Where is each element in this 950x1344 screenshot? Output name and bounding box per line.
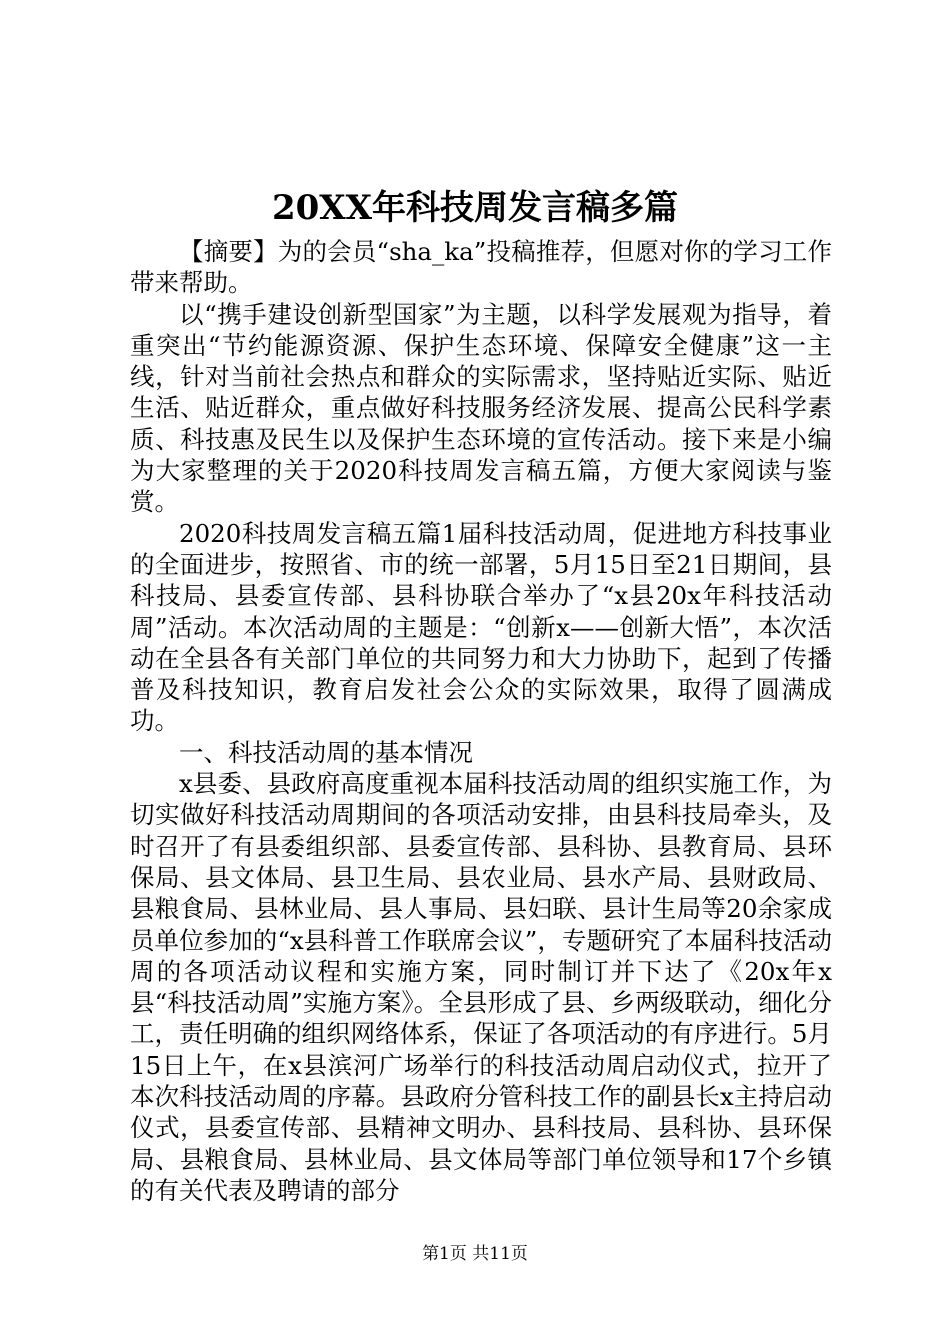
section-heading: 一、科技活动周的基本情况 bbox=[179, 737, 473, 767]
paragraph-abstract: 【摘要】为的会员“sha_ka”投稿推荐，但愿对你的学习工作带来帮助。 bbox=[130, 237, 832, 298]
paragraph-overview: 2020科技周发言稿五篇1届科技活动周，促进地方科技事业的全面进步，按照省、市的统一部署，5月15日至21日期间，县科技局、县委宣传部、县科协联合举办了“x县20x年科技活动周”活动。本次活动周的主题是：“创新x——创新大悟”，本次活动在全县各有关部门单位的共同努力和大力协助下，起到了传播普及科技知识，教育启发社会公众的实际效果，取得了圆满成功。 bbox=[130, 518, 832, 736]
document-body bbox=[130, 236, 832, 1206]
paragraph-details: x县委、县政府高度重视本届科技活动周的组织实施工作，为切实做好科技活动周期间的各项活动安排，由县科技局牵头，及时召开了有县委组织部、县委宣传部、县科协、县教育局、县环保局、县文体局、县卫生局、县农业局、县水产局、县财政局、县粮食局、县林业局、县人事局、县妇联、县计生局等20余家成员单位参加的“x县科普工作联席会议”，专题研究了本届科技活动周的各项活动议程和实施方案，同时制订并下达了《20x年x县“科技活动周”实施方案》。全县形成了县、乡两级联动，细化分工，责任明确的组织网络体系，保证了各项活动的有序进行。5月15日上午，在x县滨河广场举行的科技活动周启动仪式，拉开了本次科技活动周的序幕。县政府分管科技工作的副县长x主持启动仪式，县委宣传部、县精神文明办、县科技局、县科协、县环保局、县粮食局、县林业局、县文体局等部门单位领导和17个乡镇的有关代表及聘请的部分 bbox=[130, 769, 832, 1205]
page-number-footer: 第1页 共11页 bbox=[422, 1244, 528, 1264]
document-title: 20XX年科技周发言稿多篇 bbox=[271, 188, 679, 228]
paragraph-intro: 以“携手建设创新型国家”为主题，以科学发展观为指导，着重突出“节约能源资源、保护生态环境、保障安全健康”这一主线，针对当前社会热点和群众的实际需求，坚持贴近实际、贴近生活、贴近群众，重点做好科技服务经济发展、提高公民科学素质、科技惠及民生以及保护生态环境的宣传活动。接下来是小编为大家整理的关于2020科技周发言稿五篇，方便大家阅读与鉴赏。 bbox=[130, 299, 832, 517]
